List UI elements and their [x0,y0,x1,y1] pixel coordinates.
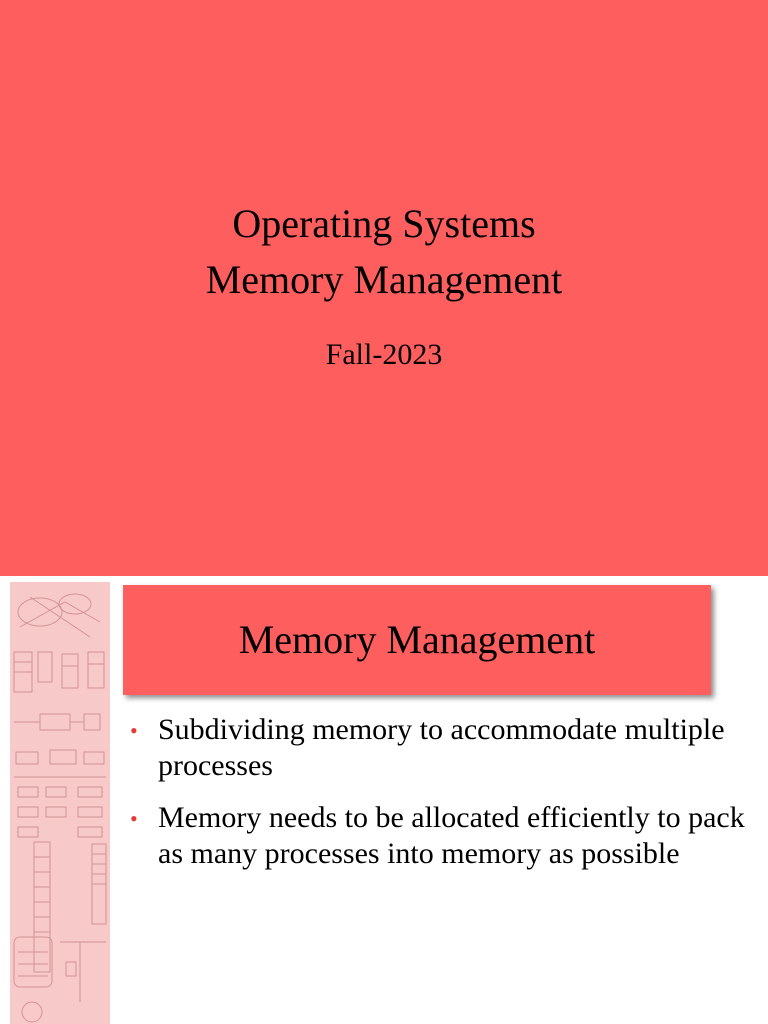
content-slide [0,576,768,1024]
slide-title: Memory Management [238,617,596,662]
bullet-text: Memory needs to be allocated efficiently to pack as many processes into memory as possible [158,801,745,870]
sidebar-decorative-image [10,582,110,1024]
slide-subtitle: Fall-2023 [325,338,443,371]
title-line-2: Memory Management [205,257,563,302]
circuit-diagram-graphic [10,582,110,1024]
title-line-1: Operating Systems [232,201,536,246]
bullet-icon: • [130,806,138,831]
list-item [130,712,750,784]
bullet-list [130,712,750,888]
slide-title-box [123,585,711,695]
bullet-icon: • [130,718,138,743]
slide-title [0,196,768,308]
list-item [130,800,750,872]
bullet-text: Subdividing memory to accommodate multiple processes [158,713,725,782]
